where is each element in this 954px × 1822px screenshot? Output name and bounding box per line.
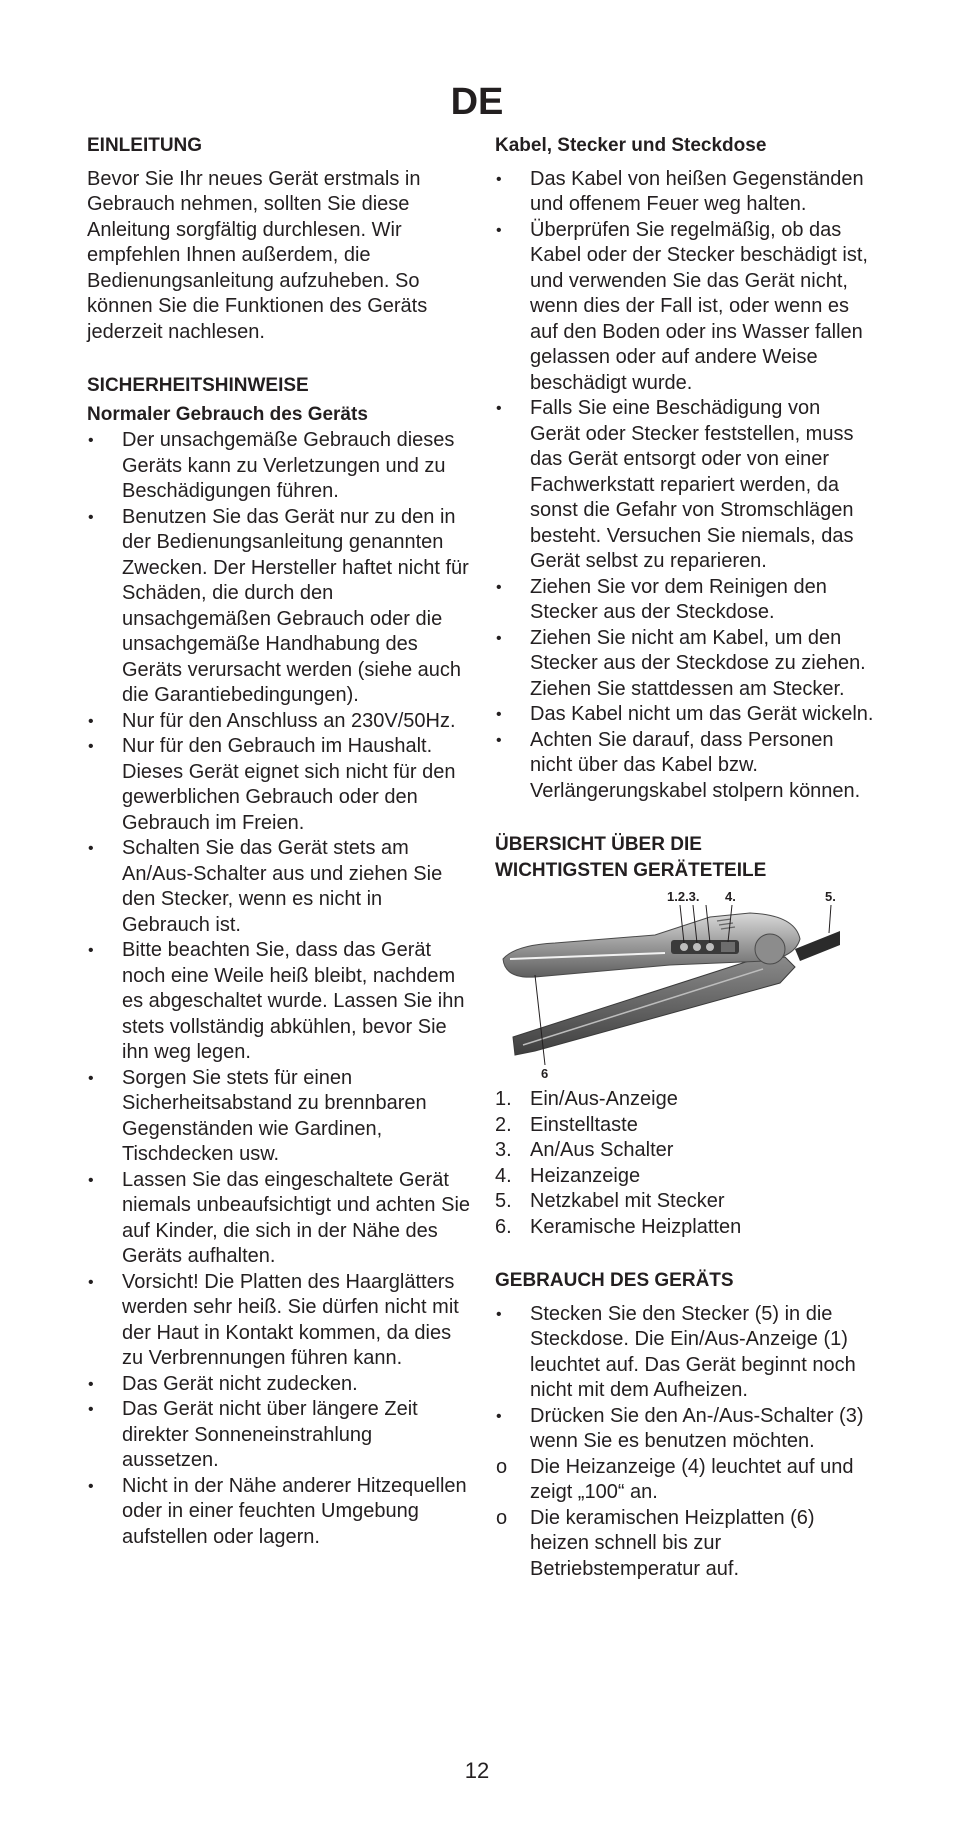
list-item-text: Benutzen Sie das Gerät nur zu den in der Bedienungsanleitung genannten Zwecken. Der Hersteller haftet nicht für Schäden, die durch den unsachgemäßen Gebrauch oder die unsachgemäße Handhabung des Geräts verursacht werden (siehe auch die Garantiebedingungen). bbox=[122, 505, 469, 706]
list-item bbox=[87, 428, 472, 505]
list-item bbox=[495, 1087, 875, 1113]
list-item bbox=[87, 505, 472, 709]
part-label: Heizanzeige bbox=[530, 1164, 641, 1187]
bullet-marker: • bbox=[496, 221, 502, 239]
language-code: DE bbox=[450, 81, 504, 123]
list-item bbox=[495, 728, 875, 805]
list-item bbox=[87, 938, 472, 1066]
list-item bbox=[495, 167, 875, 218]
overview-heading-line2: WICHTIGSTEN GERÄTETEILE bbox=[495, 859, 767, 881]
figure-label-4: 4. bbox=[725, 889, 736, 904]
list-item-text: Bitte beachten Sie, dass das Gerät noch eine Weile heiß bleibt, nachdem es abgeschaltet wurde. Lassen Sie ihn stets vollständig abkühlen, bevor Sie ihn weg legen. bbox=[122, 939, 465, 1063]
bullet-marker: • bbox=[496, 629, 502, 647]
list-item bbox=[495, 1164, 875, 1190]
power-switch-icon bbox=[706, 943, 714, 951]
list-item bbox=[495, 1506, 875, 1583]
list-number: 3. bbox=[495, 1139, 512, 1161]
usage-heading: GEBRAUCH DES GERÄTS bbox=[495, 1270, 734, 1291]
list-number: 6. bbox=[495, 1215, 512, 1238]
hair-straightener-figure bbox=[495, 887, 845, 1079]
cable-heading: Kabel, Stecker und Steckdose bbox=[495, 135, 767, 156]
list-item bbox=[87, 1372, 472, 1398]
bullet-marker: • bbox=[88, 1171, 94, 1189]
bullet-marker: • bbox=[496, 731, 502, 749]
figure-label-123: 1.2.3. bbox=[667, 889, 700, 904]
list-item-text: Das Gerät nicht zudecken. bbox=[122, 1372, 358, 1395]
power-indicator-icon bbox=[680, 943, 688, 951]
section-gap bbox=[87, 345, 472, 373]
list-item-text: Ziehen Sie vor dem Reinigen den Stecker aus der Steckdose. bbox=[530, 575, 827, 623]
parts-list bbox=[495, 1087, 875, 1240]
list-item-text: Nicht in der Nähe anderer Hitzequellen oder in einer feuchten Umgebung aufstellen oder lagern. bbox=[122, 1474, 467, 1548]
list-item-text: Schalten Sie das Gerät stets am An/Aus-Schalter aus und ziehen Sie den Stecker, wenn es nicht in Gebrauch ist. bbox=[122, 837, 443, 936]
bullet-marker: • bbox=[496, 400, 502, 417]
heat-indicator-display bbox=[721, 942, 735, 952]
list-item-text: Nur für den Anschluss an 230V/50Hz. bbox=[122, 709, 456, 732]
bottom-plate-edge bbox=[523, 969, 763, 1045]
list-item bbox=[87, 1397, 472, 1474]
section-gap bbox=[495, 1240, 875, 1268]
bullet-marker: • bbox=[88, 432, 94, 449]
list-item-text: Falls Sie eine Beschädigung von Gerät oder Stecker feststellen, muss das Gerät entsorgt oder von einer Fachwerkstatt repariert werden, da sonst die Gefahr von Stromschlägen besteht. Versuchen Sie niemals, das Gerät selbst zu reparieren. bbox=[530, 397, 854, 572]
list-item bbox=[87, 734, 472, 836]
power-cord bbox=[795, 931, 840, 961]
list-item-text: Das Kabel von heißen Gegenständen und offenem Feuer weg halten. bbox=[530, 167, 864, 215]
list-item-text: Der unsachgemäße Gebrauch dieses Geräts kann zu Verletzungen und zu Beschädigungen führen. bbox=[122, 429, 455, 502]
list-item-text: Achten Sie darauf, dass Personen nicht über das Kabel bzw. Verlängerungskabel stolpern können. bbox=[530, 728, 861, 802]
part-label: Einstelltaste bbox=[530, 1113, 638, 1136]
bullet-marker: • bbox=[88, 1069, 94, 1087]
bullet-marker: • bbox=[88, 942, 94, 959]
list-item bbox=[495, 626, 875, 703]
safety-bullet-list bbox=[87, 428, 472, 1550]
list-item-text: Die Heizanzeige (4) leuchtet auf und zeigt „100“ an. bbox=[530, 1455, 854, 1503]
left-column bbox=[87, 133, 472, 1550]
list-item bbox=[495, 575, 875, 626]
bullet-marker: • bbox=[88, 1273, 94, 1291]
list-item bbox=[495, 1189, 875, 1215]
list-item-text: Vorsicht! Die Platten des Haarglätters werden sehr heiß. Sie dürfen nicht mit der Haut in Kontakt kommen, da dies zu Verbrennungen führen kann. bbox=[122, 1270, 459, 1369]
setting-button-icon bbox=[693, 943, 701, 951]
list-item-text: Die keramischen Heizplatten (6) heizen schnell bis zur Betriebstemperatur auf. bbox=[530, 1506, 815, 1580]
list-number: 5. bbox=[495, 1190, 512, 1212]
cable-bullet-list bbox=[495, 167, 875, 805]
list-item bbox=[87, 1168, 472, 1270]
bullet-marker: • bbox=[88, 1375, 94, 1393]
list-item-text: Nur für den Gebrauch im Haushalt. Dieses Gerät eignet sich nicht für den gewerblichen Gebrauch oder den Gebrauch im Freien. bbox=[122, 735, 456, 834]
bullet-marker: • bbox=[496, 706, 502, 723]
bullet-marker: • bbox=[496, 578, 502, 596]
overview-heading bbox=[495, 832, 875, 883]
bullet-marker: • bbox=[88, 508, 94, 526]
list-item bbox=[495, 1455, 875, 1506]
list-item bbox=[87, 1066, 472, 1168]
bullet-marker: • bbox=[88, 1477, 94, 1495]
list-item bbox=[495, 702, 875, 728]
figure-label-6: 6 bbox=[541, 1066, 549, 1079]
list-number: 1. bbox=[495, 1088, 512, 1110]
usage-list bbox=[495, 1302, 875, 1583]
list-item-text: Drücken Sie den An-/Aus-Schalter (3) wenn Sie es benutzen möchten. bbox=[530, 1404, 864, 1452]
hair-straightener-illustration bbox=[495, 887, 845, 1079]
section-gap bbox=[495, 804, 875, 832]
list-number: 2. bbox=[495, 1113, 512, 1136]
list-item bbox=[87, 836, 472, 938]
bullet-marker: • bbox=[496, 170, 502, 188]
list-item bbox=[495, 1302, 875, 1404]
list-item bbox=[87, 1474, 472, 1551]
part-label: Ein/Aus-Anzeige bbox=[530, 1088, 678, 1110]
overview-heading-line1: ÜBERSICHT ÜBER DIE bbox=[495, 834, 702, 855]
intro-text: Bevor Sie Ihr neues Gerät erstmals in Gebrauch nehmen, sollten Sie diese Anleitung sorgfältig durchlesen. Wir empfehlen Ihnen außerdem, die Bedienungsanleitung aufzuheben. So können Sie die Funktionen des Geräts jederzeit nachlesen. bbox=[87, 167, 428, 343]
bullet-marker: • bbox=[496, 1407, 502, 1425]
list-item bbox=[495, 1215, 875, 1241]
list-item bbox=[87, 709, 472, 735]
list-item-text: Sorgen Sie stets für einen Sicherheitsabstand zu brennbaren Gegenständen wie Gardinen, Tischdecken usw. bbox=[122, 1066, 427, 1165]
bullet-marker: • bbox=[88, 840, 94, 857]
right-column bbox=[495, 133, 875, 1582]
list-item bbox=[495, 396, 875, 575]
leader-line-6 bbox=[535, 975, 545, 1065]
list-item-text: Stecken Sie den Stecker (5) in die Steckdose. Die Ein/Aus-Anzeige (1) leuchtet auf. Das Gerät beginnt noch nicht mit dem Aufheizen. bbox=[530, 1302, 856, 1401]
part-label: Keramische Heizplatten bbox=[530, 1215, 742, 1238]
bullet-marker: • bbox=[88, 1401, 94, 1418]
normal-use-heading: Normaler Gebrauch des Geräts bbox=[87, 403, 368, 425]
sub-marker: o bbox=[496, 1455, 508, 1478]
list-item-text: Lassen Sie das eingeschaltete Gerät niemals unbeaufsichtigt und achten Sie auf Kinder, die sich in der Nähe des Geräts aufhalten. bbox=[122, 1168, 471, 1267]
list-item bbox=[495, 218, 875, 397]
list-number: 4. bbox=[495, 1164, 512, 1187]
list-item bbox=[495, 1404, 875, 1455]
safety-heading: SICHERHEITSHINWEISE bbox=[87, 375, 309, 396]
part-label: An/Aus Schalter bbox=[530, 1139, 674, 1161]
list-item-text: Ziehen Sie nicht am Kabel, um den Stecker aus der Steckdose zu ziehen. Ziehen Sie stattdessen am Stecker. bbox=[530, 626, 866, 700]
figure-label-5: 5. bbox=[825, 889, 836, 904]
bullet-marker: • bbox=[88, 712, 94, 730]
part-label: Netzkabel mit Stecker bbox=[530, 1190, 725, 1212]
bullet-marker: • bbox=[496, 1305, 502, 1323]
list-item bbox=[87, 1270, 472, 1372]
list-item bbox=[495, 1138, 875, 1164]
leader-line-5 bbox=[829, 905, 831, 933]
intro-heading: EINLEITUNG bbox=[87, 135, 203, 156]
list-item-text: Das Gerät nicht über längere Zeit direkter Sonneneinstrahlung aussetzen. bbox=[122, 1398, 418, 1471]
sub-marker: o bbox=[496, 1506, 508, 1529]
list-item-text: Das Kabel nicht um das Gerät wickeln. bbox=[530, 703, 874, 725]
bullet-marker: • bbox=[88, 738, 94, 755]
hinge-icon bbox=[755, 934, 785, 964]
list-item bbox=[495, 1113, 875, 1139]
page-number: 12 bbox=[464, 1758, 490, 1783]
list-item-text: Überprüfen Sie regelmäßig, ob das Kabel oder der Stecker beschädigt ist, und verwenden Sie das Gerät nicht, wenn dies der Fall ist, oder wenn es auf den Boden oder ins Wasser fallen gelassen oder auf andere Weise beschädigt wurde. bbox=[530, 218, 868, 394]
